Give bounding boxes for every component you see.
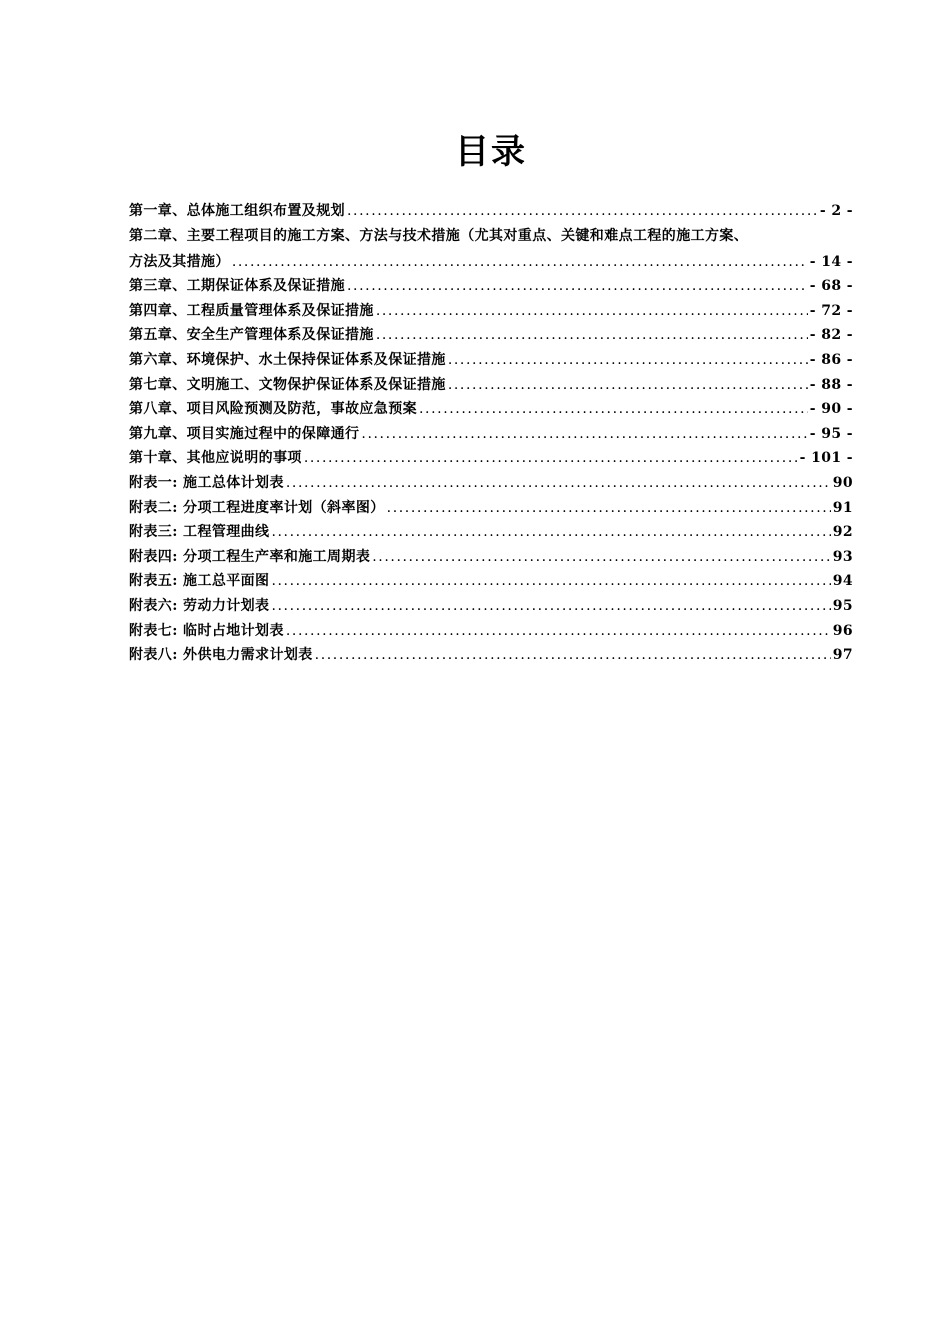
- toc-entry-text: 第三章、工期保证体系及保证措施: [129, 278, 345, 295]
- toc-entry-text: 第一章、总体施工组织布置及规划: [129, 203, 345, 219]
- toc-entry-text: 附表五: 施工总平面图: [129, 573, 270, 590]
- toc-entry[interactable]: [129, 644, 853, 669]
- toc-entry-text: 第五章、安全生产管理体系及保证措施: [129, 327, 374, 344]
- toc-entry-page: 91: [832, 499, 853, 516]
- dot-leader: [271, 524, 830, 540]
- toc-entry-text: 附表三: 工程管理曲线: [129, 524, 270, 541]
- toc-entry-text: 附表七: 临时占地计划表: [129, 622, 284, 639]
- toc-entry-page: 92: [832, 524, 853, 541]
- toc-entry[interactable]: [129, 595, 853, 620]
- toc-entry-page: 95: [832, 597, 853, 614]
- toc-entry-text: 附表四: 分项工程生产率和施工周期表: [129, 548, 371, 565]
- toc-entry[interactable]: [129, 324, 853, 349]
- toc-entry-page: - 2 -: [819, 203, 853, 219]
- dot-leader: [347, 203, 818, 219]
- toc-entry-text: 附表二: 分项工程进度率计划（斜率图）: [129, 499, 385, 516]
- toc-entry-first-line[interactable]: 第二章、主要工程项目的施工方案、方法与技术措施（尤其对重点、关键和难点工程的施工方案、: [129, 227, 749, 244]
- dot-leader: [361, 426, 807, 442]
- dot-leader: [372, 549, 830, 565]
- dot-leader: [419, 401, 808, 417]
- toc-entry[interactable]: [129, 349, 853, 374]
- dot-leader: [315, 647, 831, 663]
- dot-leader: [448, 352, 808, 368]
- toc-entry-page: 93: [832, 548, 853, 565]
- toc-entry[interactable]: [129, 546, 853, 571]
- toc-entry[interactable]: [129, 300, 853, 325]
- toc-entry-text: 附表八: 外供电力需求计划表: [129, 647, 313, 664]
- toc-entry-text: 方法及其措施）: [129, 253, 230, 270]
- toc-entry[interactable]: [129, 374, 853, 399]
- dot-leader: [376, 303, 808, 319]
- dot-leader: [286, 623, 831, 639]
- dot-leader: [271, 573, 830, 589]
- toc-entry[interactable]: [129, 472, 853, 497]
- toc-entry-text: 附表一: 施工总体计划表: [129, 474, 284, 491]
- toc-entry-page: - 14 -: [809, 253, 853, 270]
- toc-entry-page: 90: [832, 474, 853, 491]
- toc-entry[interactable]: [129, 398, 853, 423]
- dot-leader: [232, 254, 808, 270]
- toc-list: [129, 200, 853, 669]
- toc-entry[interactable]: [129, 423, 853, 448]
- toc-entry-page: - 68 -: [809, 278, 853, 295]
- toc-entry-page: 97: [832, 647, 853, 664]
- toc-entry-page: - 101 -: [799, 450, 853, 467]
- toc-entry-text: 第六章、环境保护、水土保持保证体系及保证措施: [129, 351, 446, 368]
- toc-entry[interactable]: [129, 521, 853, 546]
- toc-entry-text: 第四章、工程质量管理体系及保证措施: [129, 302, 374, 319]
- dot-leader: [387, 500, 831, 516]
- toc-entry-page: - 88 -: [809, 376, 853, 393]
- toc-entry[interactable]: [129, 447, 853, 472]
- toc-entry-page: - 82 -: [809, 327, 853, 344]
- toc-entry[interactable]: [129, 570, 853, 595]
- toc-entry-text: 第九章、项目实施过程中的保障通行: [129, 425, 360, 442]
- dot-leader: [286, 475, 831, 491]
- toc-entry-page: - 86 -: [809, 351, 853, 368]
- toc-entry-text: 第十章、其他应说明的事项: [129, 450, 302, 467]
- toc-title: 目录: [455, 132, 527, 172]
- toc-entry-text: 第七章、文明施工、文物保护保证体系及保证措施: [129, 376, 446, 393]
- toc-entry-page: - 90 -: [809, 401, 853, 418]
- toc-entry[interactable]: [129, 620, 853, 645]
- toc-entry-page: - 72 -: [809, 302, 853, 319]
- toc-entry[interactable]: [129, 275, 853, 300]
- toc-entry-text: 附表六: 劳动力计划表: [129, 597, 270, 614]
- dot-leader: [271, 598, 830, 614]
- toc-entry[interactable]: [129, 200, 853, 225]
- dot-leader: [347, 278, 808, 294]
- toc-entry-page: - 95 -: [809, 425, 853, 442]
- dot-leader: [304, 450, 798, 466]
- toc-entry-text: 第八章、项目风险预测及防范，事故应急预案: [129, 401, 417, 418]
- toc-entry-page: 94: [832, 573, 853, 590]
- dot-leader: [376, 327, 808, 343]
- dot-leader: [448, 377, 808, 393]
- toc-entry[interactable]: [129, 251, 853, 276]
- toc-entry[interactable]: [129, 497, 853, 522]
- toc-entry-page: 96: [832, 622, 853, 639]
